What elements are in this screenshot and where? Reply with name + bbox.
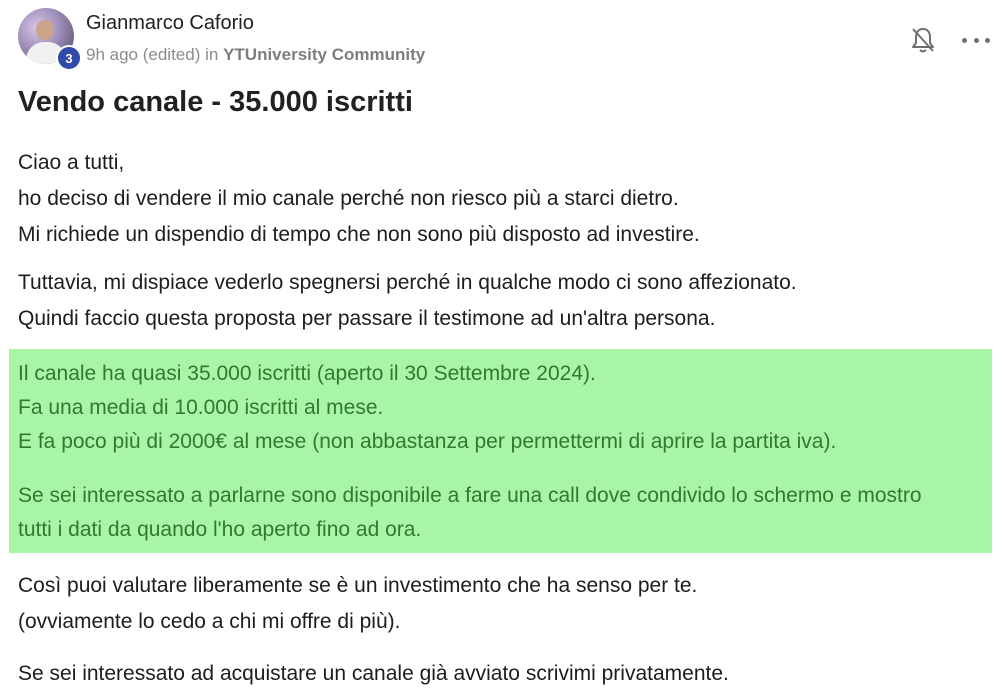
more-options-icon[interactable]: [962, 30, 990, 50]
dot: [962, 38, 967, 43]
text-line: Il canale ha quasi 35.000 iscritti (aperto il 30 Settembre 2024).: [18, 362, 596, 385]
dot: [974, 38, 979, 43]
text-line: E fa poco più di 2000€ al mese (non abbastanza per permettermi di aprire la partita iva).: [18, 430, 837, 453]
text-line: tutti i dati da quando l'ho aperto fino ad ora.: [18, 518, 422, 541]
post-title: Vendo canale - 35.000 iscritti: [18, 86, 413, 118]
bell-off-icon[interactable]: [910, 26, 936, 54]
paragraph-intro: [18, 145, 700, 253]
author-avatar-wrap[interactable]: [18, 8, 74, 64]
text-line: ho deciso di vendere il mio canale perché non riesco più a starci dietro.: [18, 187, 679, 210]
text-line: Così puoi valutare liberamente se è un investimento che ha senso per te.: [18, 574, 698, 597]
level-badge: 3: [56, 45, 82, 71]
dot: [985, 38, 990, 43]
text-line: Mi richiede un dispendio di tempo che non sono più disposto ad investire.: [18, 223, 700, 246]
avatar-head: [36, 20, 54, 40]
author-name[interactable]: Gianmarco Caforio: [86, 12, 254, 34]
text-line: Quindi faccio questa proposta per passare il testimone ad un'altra persona.: [18, 307, 716, 330]
in-label: in: [205, 45, 219, 64]
text-line: Se sei interessato ad acquistare un canale già avviato scrivimi privatamente.: [18, 662, 729, 685]
highlighted-call-offer: [18, 479, 922, 547]
text-line: Ciao a tutti,: [18, 151, 125, 174]
paragraph-proposal: [18, 265, 797, 337]
community-link[interactable]: YTUniversity Community: [223, 45, 426, 64]
highlighted-stats: [18, 357, 836, 459]
text-line: (ovviamente lo cedo a chi mi offre di più).: [18, 610, 401, 633]
paragraph-contact: [18, 656, 729, 692]
post-meta: [86, 45, 425, 65]
text-line: Tuttavia, mi dispiace vederlo spegnersi perché in qualche modo ci sono affezionato.: [18, 271, 797, 294]
text-line: Se sei interessato a parlarne sono disponibile a fare una call dove condivido lo schermo e mostro: [18, 484, 922, 507]
post-time: 9h ago (edited): [86, 45, 201, 64]
paragraph-evaluate: [18, 568, 697, 640]
text-line: Fa una media di 10.000 iscritti al mese.: [18, 396, 384, 419]
